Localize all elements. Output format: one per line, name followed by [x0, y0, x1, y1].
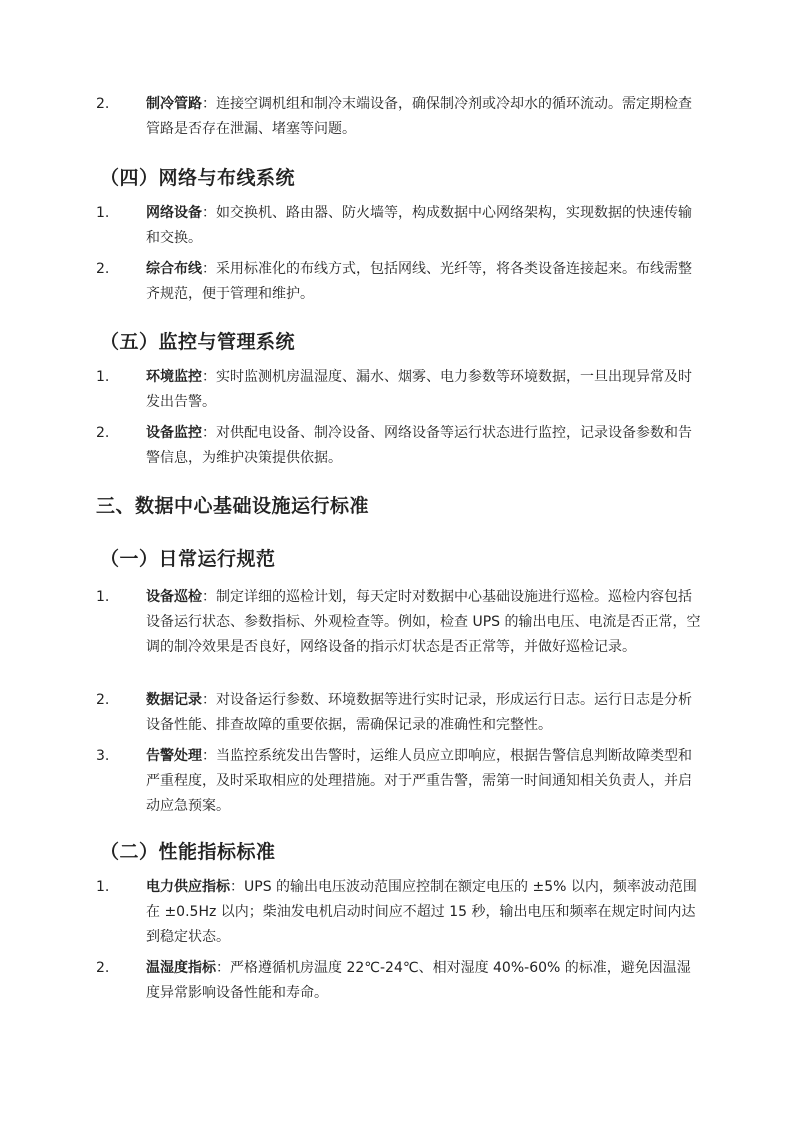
- subsection-heading: （四）网络与布线系统: [100, 167, 296, 189]
- subsection-heading: （二）性能指标标准: [100, 841, 276, 863]
- list-term: 电力供应指标: [146, 879, 230, 895]
- list-body: [146, 257, 702, 307]
- list-text: ：采用标准化的布线方式，包括网线、光纤等，将各类设备连接起来。布线需整齐规范，便于管理和维护。: [146, 261, 692, 302]
- list-term: 综合布线: [146, 261, 202, 277]
- list-text: ：UPS 的输出电压波动范围应控制在额定电压的 ±5% 以内，频率波动范围在 ±0.5Hz 以内；柴油发电机启动时间应不超过 15 秒，输出电压和频率在规定时间内达到稳定状态。: [146, 879, 697, 945]
- list-term: 设备巡检: [146, 589, 202, 605]
- list-body: [146, 956, 702, 1006]
- list-number: 1.: [96, 205, 110, 221]
- list-number: 1.: [96, 369, 110, 385]
- list-text: ：对设备运行参数、环境数据等进行实时记录，形成运行日志。运行日志是分析设备性能、排查故障的重要依据，需确保记录的准确性和完整性。: [146, 692, 692, 733]
- list-text: ：对供配电设备、制冷设备、网络设备等运行状态进行监控，记录设备参数和告警信息，为维护决策提供依据。: [146, 425, 692, 466]
- list-body: [146, 421, 702, 471]
- list-number: 1.: [96, 589, 110, 605]
- list-term: 设备监控: [146, 425, 202, 441]
- list-body: [146, 201, 702, 251]
- list-body: [146, 585, 702, 660]
- list-number: 3.: [96, 748, 110, 764]
- list-term: 温湿度指标: [146, 960, 216, 976]
- list-number: 1.: [96, 879, 110, 895]
- list-term: 制冷管路: [146, 96, 202, 112]
- list-number: 2.: [96, 425, 110, 441]
- list-number: 2.: [96, 960, 110, 976]
- list-text: ：制定详细的巡检计划，每天定时对数据中心基础设施进行巡检。巡检内容包括设备运行状态、参数指标、外观检查等。例如，检查 UPS 的输出电压、电流是否正常，空调的制冷效果是否良好，网络设备的指示灯状态是否正常等，并做好巡检记录。: [146, 589, 701, 655]
- list-text: ：连接空调机组和制冷末端设备，确保制冷剂或冷却水的循环流动。需定期检查管路是否存在泄漏、堵塞等问题。: [146, 96, 692, 137]
- list-term: 网络设备: [146, 205, 202, 221]
- list-term: 告警处理: [146, 748, 202, 764]
- list-body: [146, 875, 702, 950]
- section-heading: 三、数据中心基础设施运行标准: [96, 495, 370, 517]
- list-body: [146, 365, 702, 415]
- list-text: ：实时监测机房温湿度、漏水、烟雾、电力参数等环境数据，一旦出现异常及时发出告警。: [146, 369, 692, 410]
- subsection-heading: （一）日常运行规范: [100, 548, 276, 570]
- list-term: 数据记录: [146, 692, 202, 708]
- list-term: 环境监控: [146, 369, 202, 385]
- list-number: 2.: [96, 692, 110, 708]
- list-body: [146, 744, 702, 819]
- list-text: ：严格遵循机房温度 22℃-24℃、相对湿度 40%-60% 的标准，避免因温湿度异常影响设备性能和寿命。: [146, 960, 691, 1001]
- list-text: ：如交换机、路由器、防火墙等，构成数据中心网络架构，实现数据的快速传输和交换。: [146, 205, 692, 246]
- list-number: 2.: [96, 96, 110, 112]
- list-number: 2.: [96, 261, 110, 277]
- list-text: ：当监控系统发出告警时，运维人员应立即响应，根据告警信息判断故障类型和严重程度，及时采取相应的处理措施。对于严重告警，需第一时间通知相关负责人，并启动应急预案。: [146, 748, 692, 814]
- list-body: [146, 688, 702, 738]
- list-body: [146, 92, 702, 142]
- subsection-heading: （五）监控与管理系统: [100, 331, 296, 353]
